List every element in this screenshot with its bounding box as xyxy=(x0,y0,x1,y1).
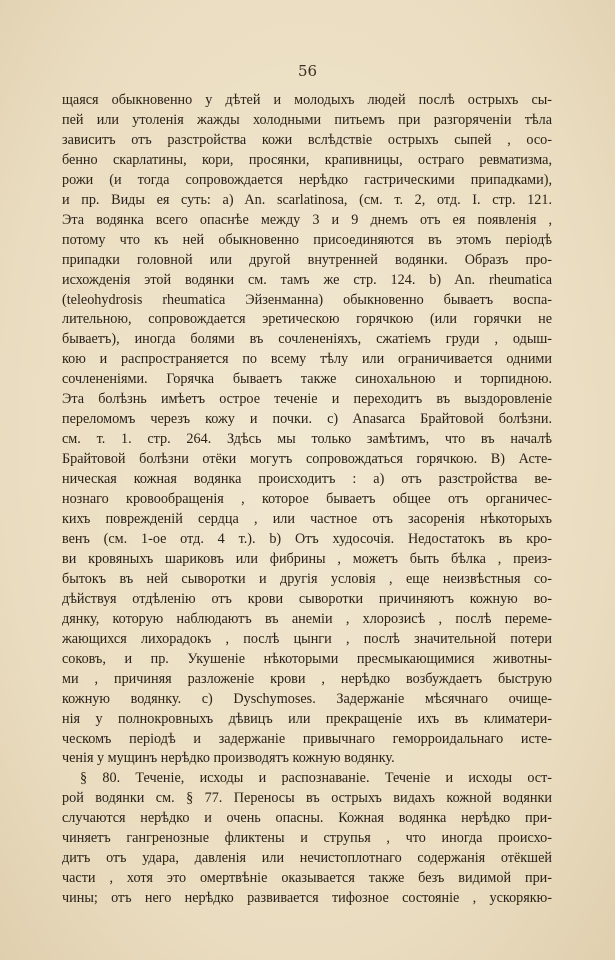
text-line: чиняетъ гангренозные фликтены и струпья , что иногда происхо- xyxy=(62,830,552,847)
page-number: 56 xyxy=(297,62,318,80)
text-line: лительною, сопровождается эретическою горячкою (или горячки не xyxy=(62,311,552,328)
text-line: переломомъ черезъ кожу и почки. c) Anasarca Брайтовой болѣзни. xyxy=(62,411,552,428)
text-line: ческомъ періодѣ и задержаніе привычнаго геморроидальнаго исте- xyxy=(62,730,552,747)
text-line: дянку, которую наблюдаютъ въ анеміи , хлорозисѣ , послѣ переме- xyxy=(62,610,552,627)
text-line: Эта болѣзнь имѣетъ острое теченіе и переходитъ въ выздоровленіе xyxy=(62,391,552,408)
text-line: бенно скарлатины, кори, просянки, крапивницы, остраго ревматизма, xyxy=(62,151,552,168)
text-line: кихъ поврежденій сердца , или частное отъ засоренія нѣкоторыхъ xyxy=(62,511,552,528)
text-line: рожи (и тогда сопровождается нерѣдко гастрическими припадками), xyxy=(62,171,552,188)
text-line: ви кровяныхъ шариковъ или фибрины , можетъ быть бѣлка , преиз- xyxy=(62,550,552,567)
text-line: дѣйствуя отдѣленію отъ крови сыворотки причиняютъ кожную во- xyxy=(62,590,552,607)
text-line: ническая кожная водянка происходитъ : a) отъ разстройства ве- xyxy=(62,471,552,488)
text-line: бытокъ въ ней сыворотки и другія условія , еще неизвѣстныя со- xyxy=(62,570,552,587)
text-line: нознаго кровообращенія , которое бываетъ общее отъ органичес- xyxy=(62,491,552,508)
text-line: чины; отъ него нерѣдко развивается тифозное состояніе , ускорякю- xyxy=(62,890,552,907)
text-line: части , хотя это омертвѣніе оказывается также безъ видимой при- xyxy=(62,870,552,887)
text-line: бываетъ), иногда болями въ сочлененіяхъ, сжатіемъ груди , одыш- xyxy=(62,331,552,348)
text-line: соковъ, и пр. Укушеніе нѣкоторыми пресмыкающимися животны- xyxy=(62,650,552,667)
text-line: нія у полнокровныхъ дѣвицъ или прекращеніе ихъ въ климатери- xyxy=(62,710,552,727)
text-line: см. т. 1. стр. 264. Здѣсь мы только замѣтимъ, что въ началѣ xyxy=(62,431,552,448)
text-line: Брайтовой болѣзни отёки могутъ сопровождаться горячкою. B) Асте- xyxy=(62,451,552,468)
text-line: припадки головной или другой внутренней водянки. Образъ про- xyxy=(62,251,552,268)
text-line: (teleohydrosis rheumatica Эйзенманна) обыкновенно бываетъ воспа- xyxy=(62,291,552,308)
text-line: щаяся обыкновенно у дѣтей и молодыхъ людей послѣ острыхъ сы- xyxy=(62,92,552,108)
text-line: ченія у мущинъ нерѣдко производятъ кожную водянку. xyxy=(62,750,395,767)
text-line: дитъ отъ удара, давленія или нечистоплотнаго содержанія отёкшей xyxy=(62,850,552,867)
text-line: и пр. Виды ея суть: a) An. scarlatinosa, (см. т. 2, отд. I. стр. 121. xyxy=(62,191,552,208)
text-line: жающихся лихорадокъ , послѣ цынги , послѣ значительной потери xyxy=(62,630,552,647)
text-line: рой водянки см. § 77. Переносы въ острыхъ видахъ кожной водянки xyxy=(62,790,552,807)
text-line: исхожденія этой водянки см. тамъ же стр. 124. b) An. rheumatica xyxy=(62,271,552,288)
text-line: пей или утоленія жажды холодными питьемъ при разгоряченіи тѣла xyxy=(62,111,552,128)
text-line: зависитъ отъ разстройства кожи вслѣдствіе острыхъ сыпей , осо- xyxy=(62,131,552,148)
text-line: потому что къ ней обыкновенно присоединяются въ этомъ періодѣ xyxy=(62,231,552,248)
text-line: венъ (см. 1-ое отд. 4 т.). b) Отъ худосочія. Недостатокъ въ кро- xyxy=(62,530,552,547)
text-line: кою и распространяется по всему тѣлу или ограничивается одними xyxy=(62,351,552,368)
text-line: сочлененіями. Горячка бываетъ также синохальною и торпидною. xyxy=(62,371,552,388)
text-line: случаются нерѣдко и очень опасны. Кожная водянка нерѣдко при- xyxy=(62,810,552,827)
text-line: Эта водянка всего опаснѣе между 3 и 9 днемъ отъ ея появленія , xyxy=(62,211,552,228)
section-heading-line: § 80. Теченіе, исходы и распознаваніе. Теченіе и исходы ост- xyxy=(80,770,552,787)
body-text xyxy=(62,91,552,909)
text-line: ми , причиняя разложеніе крови , нерѣдко возбуждаетъ быструю xyxy=(62,670,552,687)
text-line: кожную водянку. c) Dyschymoses. Задержаніе мѣсячнаго очище- xyxy=(62,690,552,707)
